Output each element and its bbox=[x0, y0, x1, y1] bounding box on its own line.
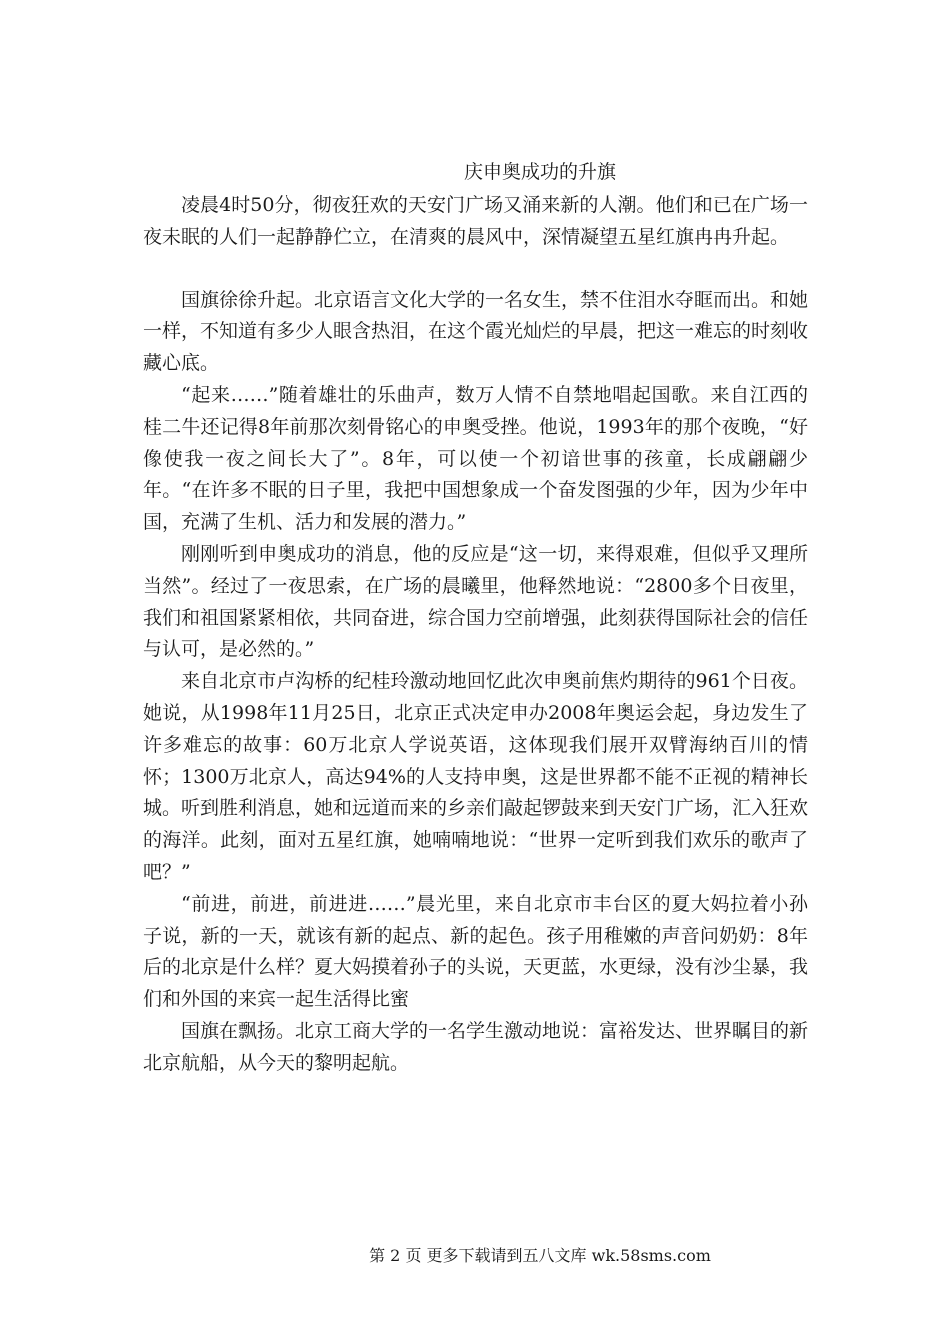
paragraph-4: 刚刚听到申奥成功的消息，他的反应是“这一切，来得艰难，但似乎又理所当然”。经过了一夜思索，在广场的晨曦里，他释然地说：“2800多个日夜里，我们和祖国紧紧相依，共同奋进，综合国力空前增强，此刻获得国际社会的信任与认可，是必然的。” bbox=[143, 542, 809, 661]
paragraph-6: “前进，前进，前进进……”晨光里，来自北京市丰台区的夏大妈拉着小孙子说，新的一天，就该有新的起点、新的起色。孩子用稚嫩的声音问奶奶：8年后的北京是什么样？夏大妈摸着孙子的头说，天更蓝，水更绿，没有沙尘暴，我们和外国的来宾一起生活得比蜜 bbox=[143, 892, 809, 1011]
page-footer: 第 2 页 更多下载请到五八文库 wk.58sms.com bbox=[369, 1246, 711, 1265]
paragraph-2: 国旗徐徐升起。北京语言文化大学的一名女生，禁不住泪水夺眶而出。和她一样，不知道有多少人眼含热泪，在这个霞光灿烂的早晨，把这一难忘的时刻收藏心底。 bbox=[143, 288, 809, 375]
document-title: 庆申奥成功的升旗 bbox=[463, 161, 616, 183]
document-body bbox=[143, 190, 808, 1080]
paragraph-3: “起来……”随着雄壮的乐曲声，数万人情不自禁地唱起国歌。来自江西的桂二牛还记得8年前那次刻骨铭心的申奥受挫。他说，1993年的那个夜晚，“好像使我一夜之间长大了”。8年，可以使一个初谙世事的孩童，长成翩翩少年。“在许多不眠的日子里，我把中国想象成一个奋发图强的少年，因为少年中国，充满了生机、活力和发展的潜力。” bbox=[143, 383, 808, 534]
paragraph-7: 国旗在飘扬。北京工商大学的一名学生激动地说：富裕发达、世界瞩目的新北京航船，从今天的黎明起航。 bbox=[143, 1019, 809, 1074]
paragraph-1: 凌晨4时50分，彻夜狂欢的天安门广场又涌来新的人潮。他们和已在广场一夜未眠的人们一起静静伫立，在清爽的晨风中，深情凝望五星红旗冉冉升起。 bbox=[143, 194, 808, 248]
paragraph-5: 来自北京市卢沟桥的纪桂玲激动地回忆此次申奥前焦灼期待的961个日夜。她说，从1998年11月25日，北京正式决定申办2008年奥运会起，身边发生了许多难忘的故事：60万北京人学说英语，这体现我们展开双臂海纳百川的情怀；1300万北京人，高达94%的人支持申奥，这是世界都不能不正视的精神长城。听到胜利消息，她和远道而来的乡亲们敲起锣鼓来到天安门广场，汇入狂欢的海洋。此刻，面对五星红旗，她喃喃地说：“世界一定听到我们欢乐的歌声了吧？” bbox=[143, 670, 809, 883]
